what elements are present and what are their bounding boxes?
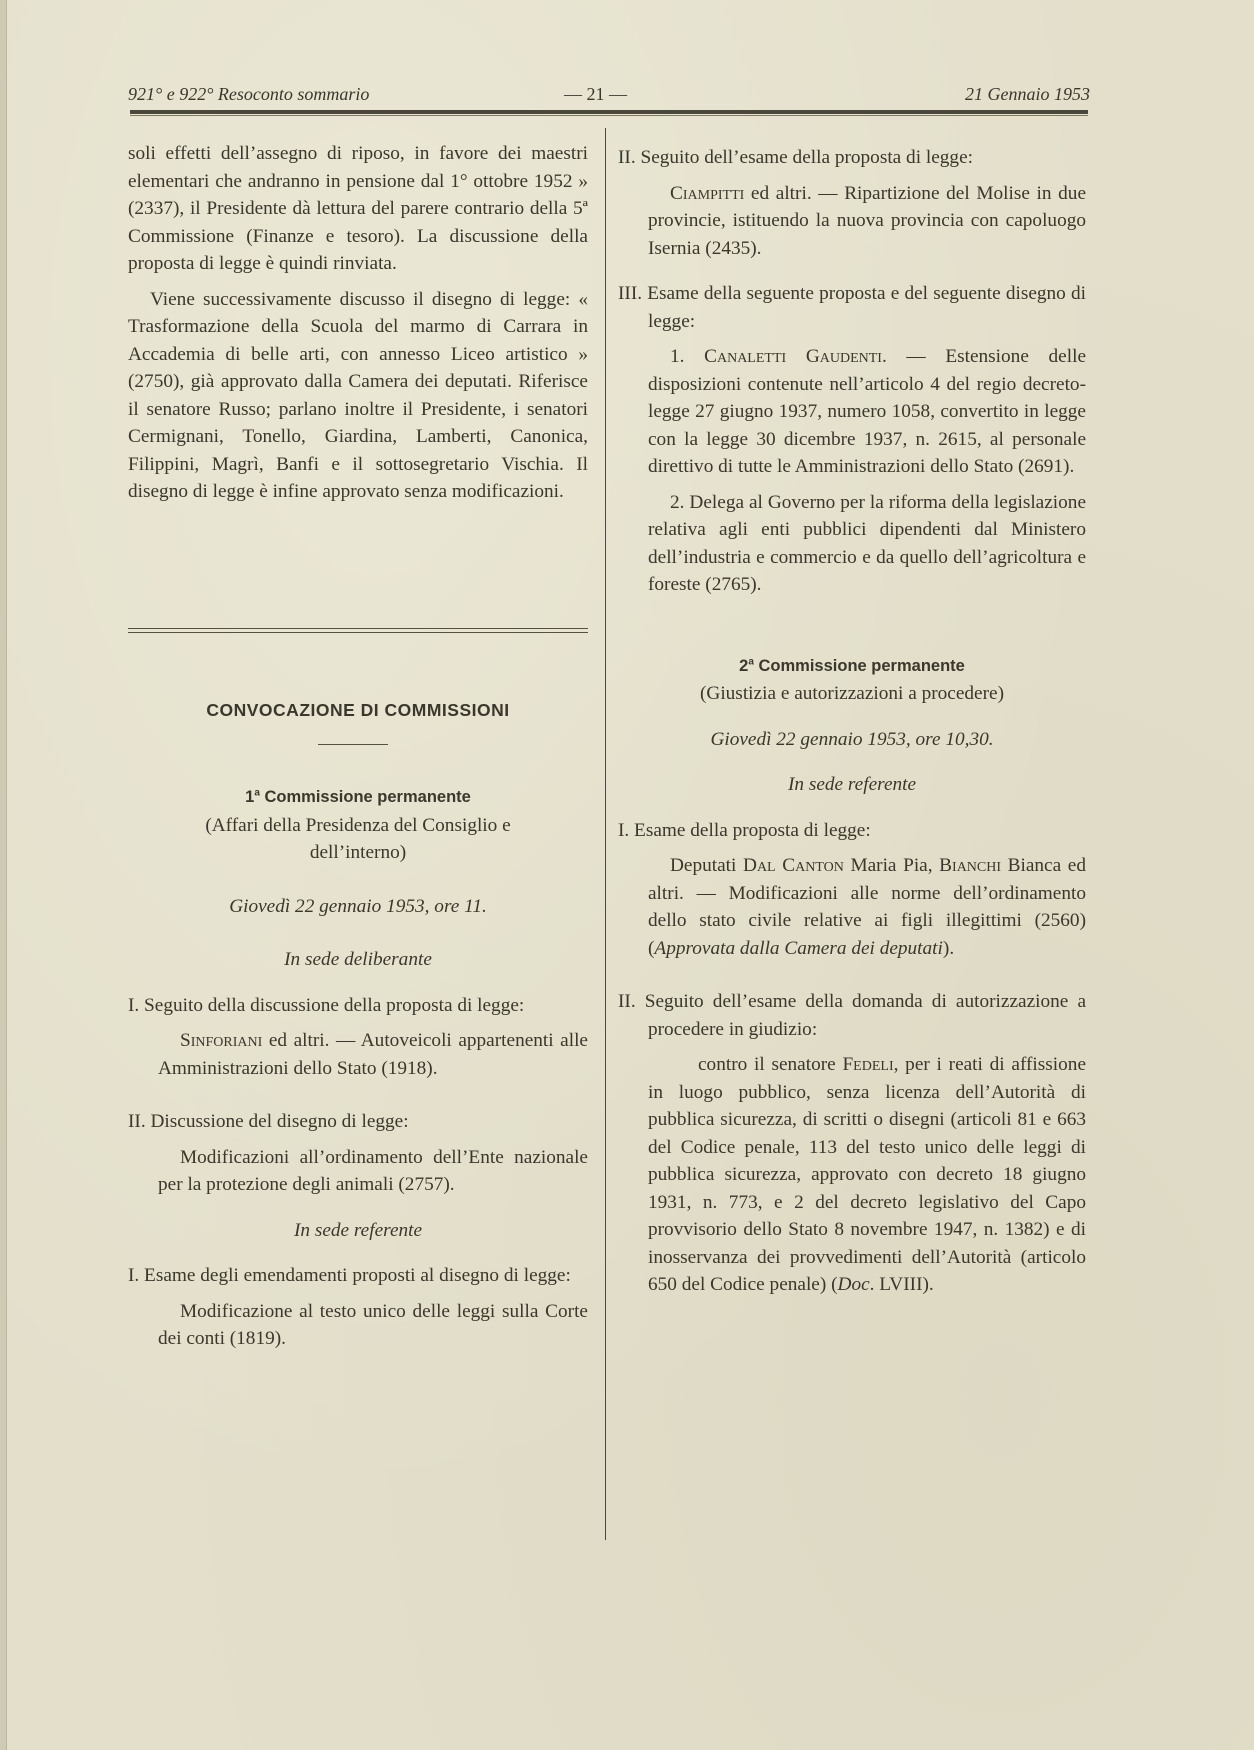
- sede-heading: In sede referente: [787, 774, 917, 795]
- agenda-item: I. Esame degli emendamenti proposti al disegno di legge:: [128, 1265, 571, 1286]
- section-double-rule: [128, 628, 588, 633]
- agenda-item: I. Seguito della discussione della proposta di legge:: [128, 994, 525, 1016]
- header-date: 21 Gennaio 1953: [965, 84, 1090, 104]
- left-column-top: [128, 140, 588, 506]
- page-edge: [0, 0, 7, 1750]
- header-rule: [130, 110, 1088, 114]
- header-title: 921° e 922° Resoconto sommario: [128, 84, 370, 104]
- running-header: [128, 84, 1090, 108]
- page-number: — 21 —: [564, 84, 627, 104]
- commission-heading: 1$^a$ Commissione permanente: [245, 787, 471, 806]
- agenda-item: III. Esame della seguente proposta e del seguente disegno di legge:: [618, 283, 1086, 332]
- commission-subtitle: (Affari della Presidenza del Consiglio e dell’interno): [205, 814, 511, 863]
- agenda-detail: Modificazioni all’ordinamento dell’Ente nazionale per la protezione degli animali (2757).: [158, 1146, 588, 1195]
- column-divider: [605, 128, 606, 1540]
- meeting-date: Giovedì 22 gennaio 1953, ore 11.: [229, 895, 487, 917]
- meeting-date: Giovedì 22 gennaio 1953, ore 10,30.: [710, 728, 994, 750]
- agenda-item: II. Seguito dell’esame della domanda di autorizzazione a procedere in giudizio:: [618, 991, 1086, 1040]
- agenda-detail: Ciampitti ed altri. — Ripartizione del Molise in due provincie, istituendo la nuova provincia con capoluogo Isernia (2435).: [648, 182, 1086, 259]
- sede-heading: In sede deliberante: [284, 949, 432, 970]
- short-rule: [318, 744, 388, 745]
- agenda-item: II. Seguito dell’esame della proposta di legge:: [618, 147, 973, 168]
- agenda-detail: Sinforiani ed altri. — Autoveicoli appartenenti alle Amministrazioni dello Stato (1918).: [158, 1030, 588, 1079]
- right-column: [618, 144, 1086, 1299]
- agenda-item: I. Esame della proposta di legge:: [618, 819, 871, 841]
- header-rule-thin: [130, 115, 1088, 116]
- sede-heading: In sede referente: [293, 1219, 423, 1241]
- commission-subtitle: (Giustizia e autorizzazioni a procedere): [699, 683, 1005, 704]
- agenda-detail: Deputati Dal Canton Maria Pia, Bianchi Bianca ed altri. — Modificazioni alle norme dell’ordinamento dello stato civile relative ai figli illegittimi (2560) (Approvata dalla Camera dei deputati).: [648, 855, 1086, 959]
- agenda-subitem: 2. Delega al Governo per la riforma della legislazione relativa agli enti pubblici dipendenti dal Ministero dell’industria e commercio e da quello dell’agricoltura e foreste (2765).: [648, 491, 1086, 595]
- section-title: CONVOCAZIONE DI COMMISSIONI: [206, 700, 510, 720]
- paragraph: Viene successivamente discusso il disegno di legge: « Trasformazione della Scuola del marmo di Carrara in Accademia di belle arti, con annesso Liceo artistico » (2750), già approvato dalla Camera dei deputati. Riferisce il senatore Russo; parlano inoltre il Presidente, i senatori Cermignani, Tonello, Giardina, Lamberti, Canonica, Filippini, Magrì, Banfi e il sottosegretario Vischia. Il disegno di legge è infine approvato senza modificazioni.: [128, 288, 588, 502]
- commission-1: [128, 784, 588, 1353]
- agenda-detail: contro il senatore Fedeli, per i reati di affissione in luogo pubblico, senza licenza dell’Autorità di pubblica sicurezza, di scritti o disegni (articoli 81 e 663 del Codice penale, 113 del testo unico delle leggi di pubblica sicurezza, approvato con decreto 18 giugno 1931, n. 773, e 2 del decreto legislativo del Capo provvisorio dello Stato 8 novembre 1947, n. 1382) e di inosservanza dei provvedimenti dell’Autorità (articolo 650 del Codice penale) (Doc. LVIII).: [648, 1054, 1086, 1295]
- agenda-item: II. Discussione del disegno di legge:: [128, 1111, 409, 1132]
- commission-heading: 2$^a$ Commissione permanente: [739, 656, 965, 675]
- paragraph: soli effetti dell’assegno di riposo, in favore dei maestri elementari che andranno in pensione dal 1° ottobre 1952 » (2337), il Presidente dà lettura del parere contrario della 5ª Commissione (Finanze e tesoro). La discussione della proposta di legge è quindi rinviata.: [128, 143, 588, 274]
- agenda-subitem: 1. Canaletti Gaudenti. — Estensione delle disposizioni contenute nell’articolo 4 del regio decreto-legge 27 giugno 1937, numero 1058, convertito in legge con la legge 30 dicembre 1937, n. 2615, al personale direttivo di tutte le Amministrazioni dello Stato (2691).: [648, 346, 1086, 477]
- agenda-detail: Modificazione al testo unico delle leggi sulla Corte dei conti (1819).: [158, 1300, 588, 1349]
